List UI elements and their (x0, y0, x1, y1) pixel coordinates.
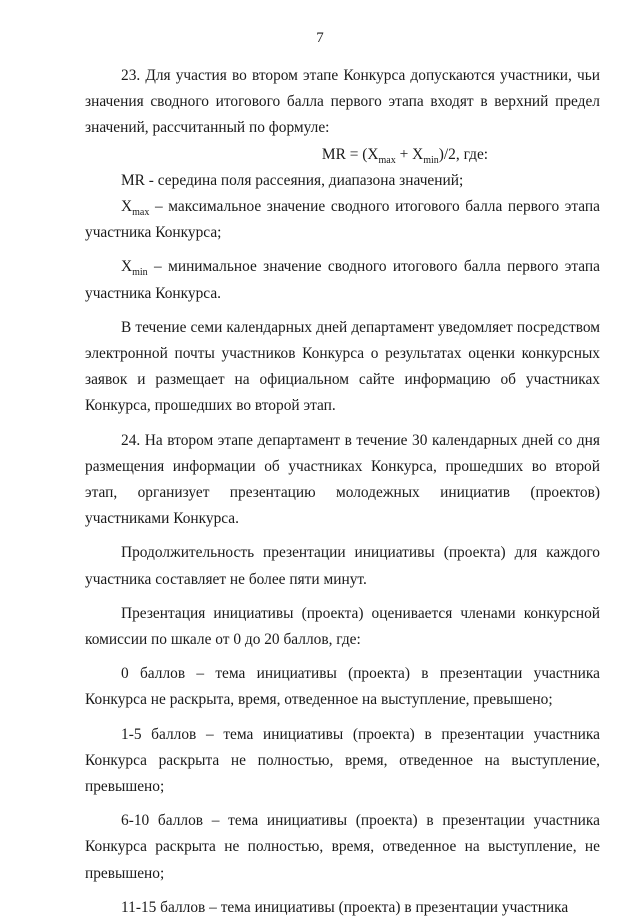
definition-xmin (85, 254, 600, 306)
xmin-text: – минимальное значение сводного итогового балла первого этапа участника Конкурса. (85, 258, 600, 302)
xmax-text: – максимальное значение сводного итогового балла первого этапа участника Конкурса; (85, 198, 600, 242)
formula-plus: + X (395, 145, 424, 163)
xmax-subscript: max (132, 207, 150, 219)
score-1-5-points: 1-5 баллов – тема инициативы (проекта) в презентации участника Конкурса раскрыта не полностью, время, отведенное на выступление, превышено; (85, 725, 600, 796)
definition-xmax (85, 194, 600, 246)
formula-tail: )/2, где: (438, 145, 489, 163)
definition-mr: MR - середина поля рассеяния, диапазона значений; (121, 171, 464, 189)
score-0-points: 0 баллов – тема инициативы (проекта) в презентации участника Конкурса не раскрыта, время, отведенное на выступление, превышено; (85, 665, 600, 709)
paragraph-scale: Презентация инициативы (проекта) оценивается членами конкурсной комиссии по шкале от 0 до 20 баллов, где: (85, 604, 600, 649)
page-number: 7 (316, 30, 324, 46)
score-6-10-points: 6-10 баллов – тема инициативы (проекта) в презентации участника Конкурса раскрыта не полностью, время, отведенное на выступление, не превышено; (85, 812, 600, 882)
paragraph-24: 24. На втором этапе департамент в течение 30 календарных дней со дня размещения информации об участниках Конкурса, прошедших во второй этап, организует презентацию молодежных инициатив (проектов) участниками Конкурса. (85, 431, 600, 528)
formula-lhs: MR = (X (321, 145, 379, 163)
xmax-symbol: X (121, 198, 133, 216)
formula (85, 142, 600, 168)
xmin-subscript: min (132, 267, 148, 279)
document-body (85, 63, 600, 921)
xmin-symbol: X (121, 258, 133, 276)
score-11-15-points: 11-15 баллов – тема инициативы (проекта) в презентации участника (121, 898, 569, 916)
paragraph-23: 23. Для участия во втором этапе Конкурса допускаются участники, чьи значения сводного итогового балла первого этапа входят в верхний предел значений, рассчитанный по формуле: (85, 67, 600, 137)
paragraph-duration: Продолжительность презентации инициативы (проекта) для каждого участника составляет не более пяти минут. (85, 544, 600, 588)
formula-sub-min: min (423, 154, 439, 166)
paragraph-notification: В течение семи календарных дней департамент уведомляет посредством электронной почты участников Конкурса о результатах оценки конкурсных заявок и размещает на официальном сайте информацию об участниках Конкурса, прошедших во второй этап. (85, 318, 600, 415)
formula-sub-max: max (378, 154, 396, 166)
